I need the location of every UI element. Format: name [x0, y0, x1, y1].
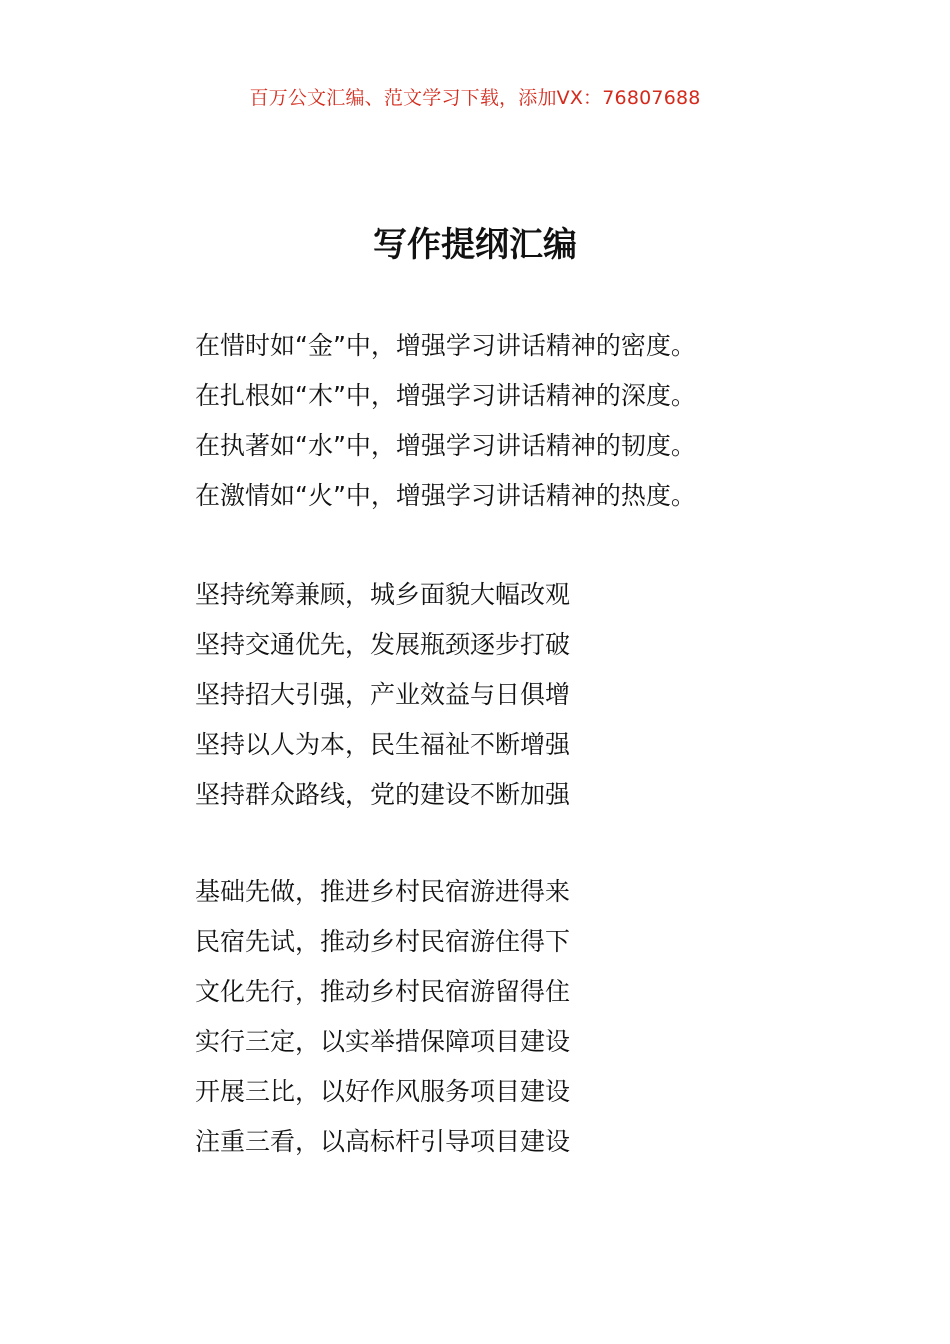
outline-line: 在扎根如“木”中，增强学习讲话精神的深度。 [195, 381, 696, 410]
outline-line: 坚持统筹兼顾，城乡面貌大幅改观 [195, 580, 571, 609]
outline-line: 实行三定，以实举措保障项目建设 [195, 1027, 571, 1056]
outline-line: 坚持群众路线，党的建设不断加强 [195, 780, 571, 809]
outline-section-1 [195, 321, 895, 521]
outline-line: 坚持以人为本，民生福祉不断增强 [195, 730, 571, 759]
outline-line: 民宿先试，推动乡村民宿游住得下 [195, 927, 571, 956]
outline-line: 文化先行，推动乡村民宿游留得住 [195, 977, 571, 1006]
outline-line: 在执著如“水”中，增强学习讲话精神的韧度。 [195, 431, 696, 460]
header-note: 百万公文汇编、范文学习下载，添加VX：76807688 [249, 87, 701, 109]
outline-line: 坚持招大引强，产业效益与日俱增 [195, 680, 571, 709]
document-title: 写作提纲汇编 [373, 225, 577, 265]
outline-section-3 [195, 867, 895, 1167]
outline-line: 基础先做，推进乡村民宿游进得来 [195, 877, 571, 906]
outline-line: 开展三比，以好作风服务项目建设 [195, 1077, 571, 1106]
outline-line: 注重三看，以高标杆引导项目建设 [195, 1127, 571, 1156]
outline-line: 坚持交通优先，发展瓶颈逐步打破 [195, 630, 571, 659]
outline-line: 在惜时如“金”中，增强学习讲话精神的密度。 [195, 331, 696, 360]
outline-line: 在激情如“火”中，增强学习讲话精神的热度。 [195, 481, 696, 510]
outline-section-2 [195, 570, 895, 820]
